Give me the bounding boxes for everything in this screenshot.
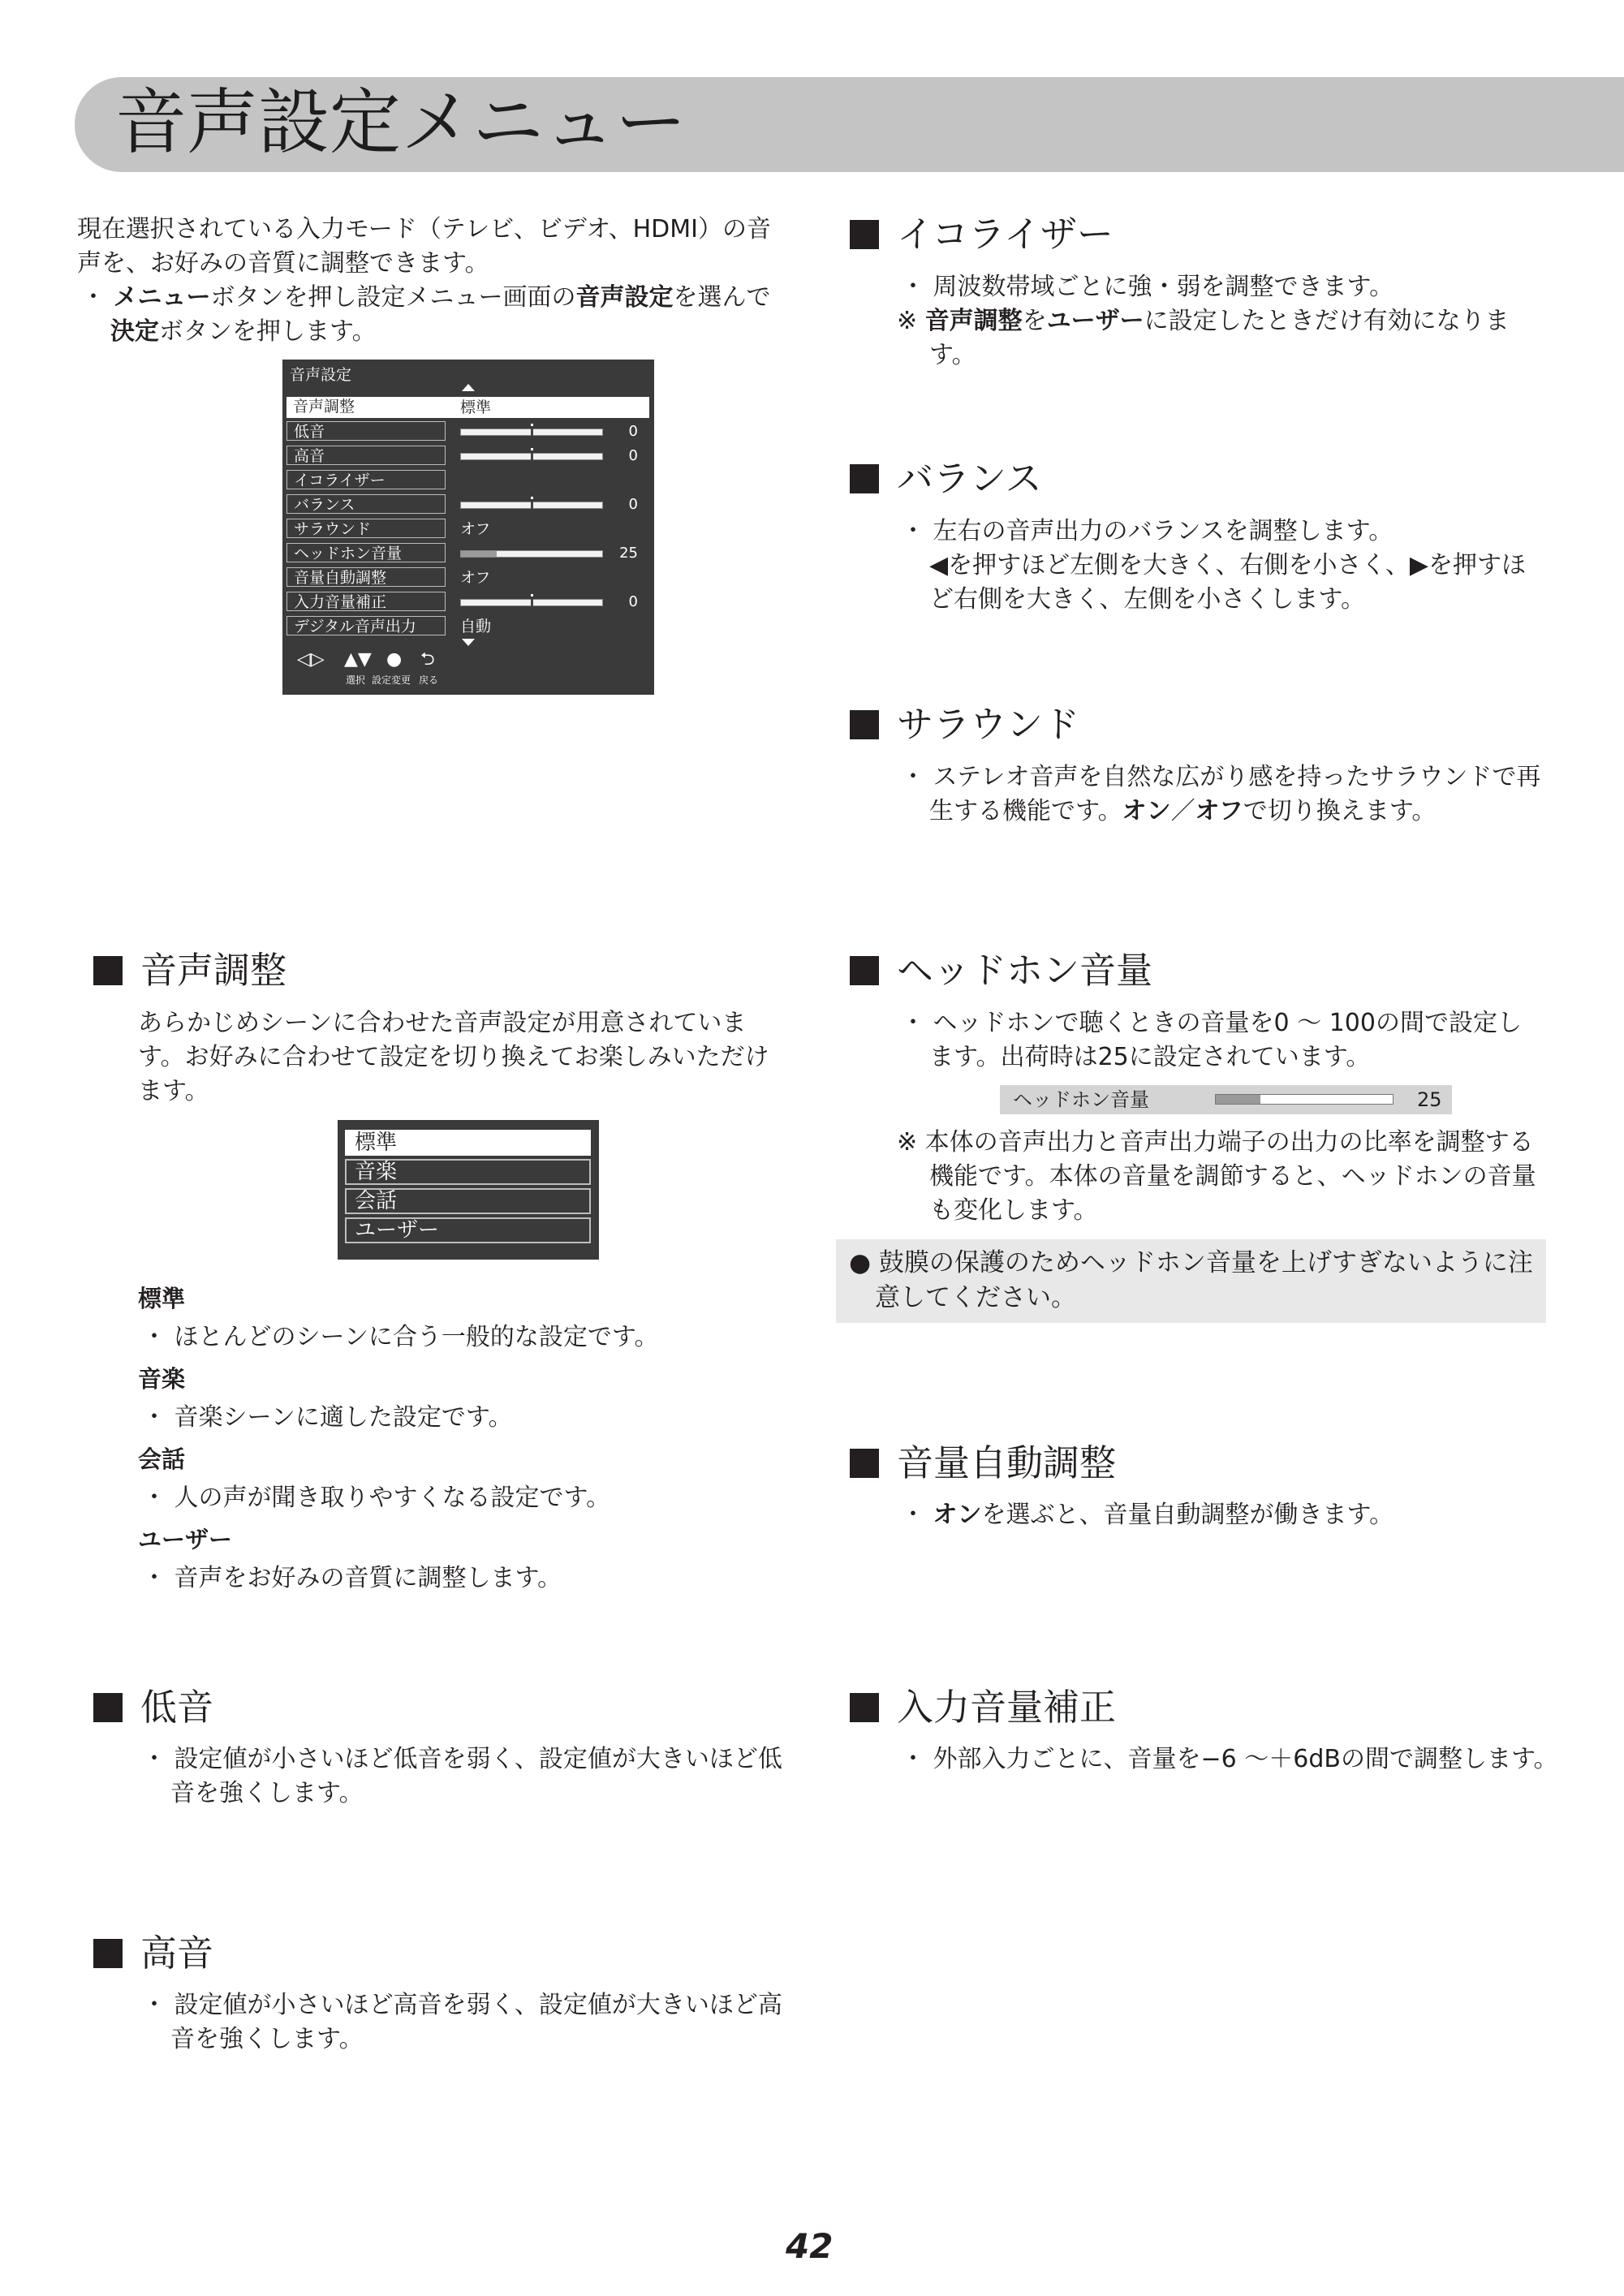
section-title-bass [93, 1686, 213, 1730]
caution-box [836, 1239, 1546, 1323]
bass-line-1: ・ 設定値が小さいほど低音を弱く、設定値が大きいほど低 [142, 1745, 782, 1773]
intro-bullet-line-1 [81, 281, 771, 315]
balance-line-1: ・ 左右の音声出力のバランスを調整します。 [901, 517, 1394, 545]
page-title: 音声設定メニュー [115, 80, 687, 164]
section-title-input-volume [850, 1686, 1116, 1730]
treble-slider[interactable] [460, 453, 603, 460]
enter-dot-icon: ● [386, 649, 403, 670]
osd-row-value: オフ [460, 520, 491, 538]
osd-row-value: 0 [628, 496, 638, 513]
section-title-headphone [850, 949, 1152, 993]
section-title-text: サラウンド [897, 703, 1080, 746]
intro-bullet-line-2 [110, 315, 377, 349]
page-number: 42 [786, 2226, 834, 2266]
mode-desc-standard: ・ ほとんどのシーンに合う一般的な設定です。 [142, 1323, 659, 1351]
mode-heading-user: ユーザー [138, 1526, 233, 1553]
text: を選ぶと、音量自動調整が働きます。 [981, 1501, 1394, 1529]
section-title-sound-adjust [93, 949, 286, 993]
headphone-line-1: ・ ヘッドホンで聴くときの音量を0 ～ 100の間で設定し [901, 1009, 1522, 1037]
equalizer-line-2 [897, 304, 1510, 338]
balance-slider[interactable] [460, 502, 603, 509]
osd-row-label: 音量自動調整 [286, 567, 446, 587]
enter-button-ref: 決定 [110, 317, 159, 346]
osd-row-value: 自動 [460, 618, 492, 635]
footer-caption-select: 選択 [346, 674, 366, 686]
osd-row-bass[interactable] [286, 421, 649, 442]
headphone-line-2: ます。出荷時は25に設定されています。 [929, 1043, 1371, 1071]
bass-slider[interactable] [460, 429, 603, 436]
equalizer-line-1: ・ 周波数帯域ごとに強・弱を調整できます。 [901, 273, 1394, 301]
mode-desc-user: ・ 音声をお好みの音質に調整します。 [142, 1564, 562, 1592]
osd-title: 音声設定 [290, 366, 352, 384]
strip-value: 25 [1417, 1088, 1442, 1111]
footer-caption-back: 戻る [419, 674, 439, 686]
section-title-text: 音声調整 [140, 949, 287, 992]
square-bullet-icon [850, 710, 879, 739]
sound-adjust-line-2: す。お好みに合わせて設定を切り換えてお楽しみいただけ [138, 1043, 769, 1071]
scroll-up-arrow-icon [462, 384, 475, 391]
osd-row-value: オフ [460, 569, 491, 587]
mode-desc-music: ・ 音楽シーンに適した設定です。 [142, 1403, 513, 1432]
bullet: ・ [901, 1501, 933, 1529]
square-bullet-icon [850, 956, 879, 985]
headphone-note-2: 機能です。本体の音量を調節すると、ヘッドホンの音量 [929, 1162, 1536, 1191]
osd-row-label: デジタル音声出力 [286, 616, 446, 635]
option-music[interactable]: 音楽 [345, 1159, 591, 1185]
section-title-equalizer [850, 213, 1114, 256]
osd-row-digital-output[interactable] [286, 616, 649, 637]
osd-row-value: 0 [628, 447, 638, 464]
surround-line-1: ・ ステレオ音声を自然な広がり感を持ったサラウンドで再 [901, 763, 1541, 791]
osd-row-value: 25 [619, 545, 638, 562]
osd-row-label: 高音 [286, 446, 446, 465]
mode-heading-music: 音楽 [138, 1365, 186, 1393]
osd-row-label: 音声調整 [286, 397, 446, 416]
balance-line-3: ど右側を大きく、左側を小さくします。 [929, 585, 1365, 614]
option-dialog[interactable]: 会話 [345, 1188, 591, 1214]
section-title-text: 入力音量補正 [897, 1686, 1117, 1729]
caution-line-2: 意してください。 [875, 1283, 1076, 1312]
osd-row-label: ヘッドホン音量 [286, 543, 446, 562]
text: で切り換えます。 [1243, 797, 1437, 825]
text: を [1022, 307, 1047, 335]
bullet: ・ [81, 283, 106, 312]
sound-settings-ref: 音声設定 [575, 283, 674, 312]
headphone-volume-strip [1000, 1085, 1452, 1114]
osd-row-label: イコライザー [286, 470, 446, 489]
emphasis: 音声調整 [924, 307, 1023, 335]
osd-row-surround[interactable] [286, 519, 649, 540]
section-title-balance [850, 457, 1042, 501]
osd-row-sound-adjust[interactable] [286, 397, 649, 418]
square-bullet-icon [93, 1939, 123, 1968]
osd-row-treble[interactable] [286, 446, 649, 467]
bass-line-2: 音を強くします。 [170, 1779, 364, 1807]
section-title-treble [93, 1932, 213, 1975]
section-title-auto-volume [850, 1441, 1116, 1485]
osd-row-auto-volume[interactable] [286, 567, 649, 588]
sound-mode-option-list [338, 1120, 599, 1260]
strip-label: ヘッドホン音量 [1013, 1088, 1149, 1111]
osd-row-label: 低音 [286, 421, 446, 441]
section-title-surround [850, 703, 1079, 747]
balance-line-2: ◀を押すほど左側を大きく、右側を小さく、▶を押すほ [929, 551, 1526, 579]
return-icon: ⮌ [420, 649, 435, 670]
caution-line-1: ● 鼓膜の保護のためヘッドホン音量を上げすぎないように注 [849, 1248, 1533, 1277]
osd-row-label: サラウンド [286, 519, 446, 538]
auto-volume-line-1 [901, 1498, 1394, 1532]
osd-row-value: 0 [628, 593, 638, 610]
section-title-text: 低音 [140, 1686, 214, 1729]
scroll-down-arrow-icon [462, 639, 475, 646]
square-bullet-icon [93, 956, 123, 985]
osd-row-value: 0 [628, 423, 638, 440]
intro-line-1: 現在選択されている入力モード（テレビ、ビデオ、HDMI）の音 [77, 215, 771, 243]
section-title-text: 高音 [140, 1932, 214, 1975]
menu-button-ref: メニュー [113, 283, 211, 312]
square-bullet-icon [850, 464, 879, 493]
section-title-text: イコライザー [897, 213, 1114, 256]
sound-adjust-line-3: ます。 [138, 1077, 209, 1105]
text: 生する機能です。 [929, 797, 1122, 825]
headphone-volume-bar[interactable] [1215, 1094, 1394, 1105]
osd-row-value: 標準 [460, 398, 492, 416]
emphasis: オフ [1195, 797, 1243, 825]
text: に設定したときだけ有効になりま [1144, 307, 1510, 335]
headphone-volume-slider[interactable] [460, 550, 603, 558]
treble-line-2: 音を強くします。 [170, 2025, 364, 2053]
up-down-arrows-icon: ▲▼ [344, 649, 372, 670]
treble-line-1: ・ 設定値が小さいほど高音を弱く、設定値が大きいほど高 [142, 1991, 782, 2019]
headphone-note-1: ※ 本体の音声出力と音声出力端子の出力の比率を調整する [897, 1128, 1534, 1157]
surround-line-2 [929, 795, 1436, 829]
footer-caption-change: 設定変更 [372, 674, 411, 686]
section-title-text: ヘッドホン音量 [897, 949, 1153, 992]
intro-line-2: 声を、お好みの音質に調整できます。 [77, 249, 489, 278]
osd-row-input-volume[interactable] [286, 592, 649, 613]
emphasis: ユーザー [1046, 307, 1144, 335]
section-title-text: バランス [897, 457, 1042, 500]
osd-row-label: 入力音量補正 [286, 592, 446, 611]
intro-text: ボタンを押し設定メニュー画面の [210, 283, 576, 312]
square-bullet-icon [850, 1693, 879, 1722]
osd-row-headphone-volume[interactable] [286, 543, 649, 564]
emphasis: オン [933, 1501, 982, 1529]
section-title-text: 音量自動調整 [897, 1441, 1117, 1484]
sound-adjust-line-1: あらかじめシーンに合わせた音声設定が用意されていま [138, 1009, 747, 1037]
page-header [75, 77, 1624, 172]
headphone-note-3: も変化します。 [929, 1196, 1098, 1225]
input-volume-slider[interactable] [460, 599, 603, 606]
square-bullet-icon [850, 1449, 879, 1478]
input-volume-line-1: ・ 外部入力ごとに、音量を−6 ～＋6dBの間で調整します。 [901, 1745, 1558, 1773]
equalizer-line-3: す。 [929, 341, 976, 369]
osd-row-balance[interactable] [286, 494, 649, 515]
left-right-arrows-icon: ◁▷ [297, 649, 325, 670]
note-mark: ※ [897, 307, 925, 335]
option-user[interactable]: ユーザー [345, 1217, 591, 1243]
osd-row-equalizer[interactable] [286, 470, 649, 491]
mode-heading-dialog: 会話 [138, 1445, 186, 1473]
option-standard[interactable]: 標準 [345, 1130, 591, 1156]
square-bullet-icon [93, 1693, 123, 1722]
mode-desc-dialog: ・ 人の声が聞き取りやすくなる設定です。 [142, 1484, 611, 1512]
intro-text: を選んで [673, 283, 771, 312]
mode-heading-standard: 標準 [138, 1285, 186, 1312]
sound-settings-osd [282, 360, 654, 695]
square-bullet-icon [850, 220, 879, 249]
emphasis: オン [1122, 797, 1171, 825]
osd-row-label: バランス [286, 494, 446, 514]
intro-text: ボタンを押します。 [159, 317, 377, 346]
text: ／ [1170, 797, 1195, 825]
